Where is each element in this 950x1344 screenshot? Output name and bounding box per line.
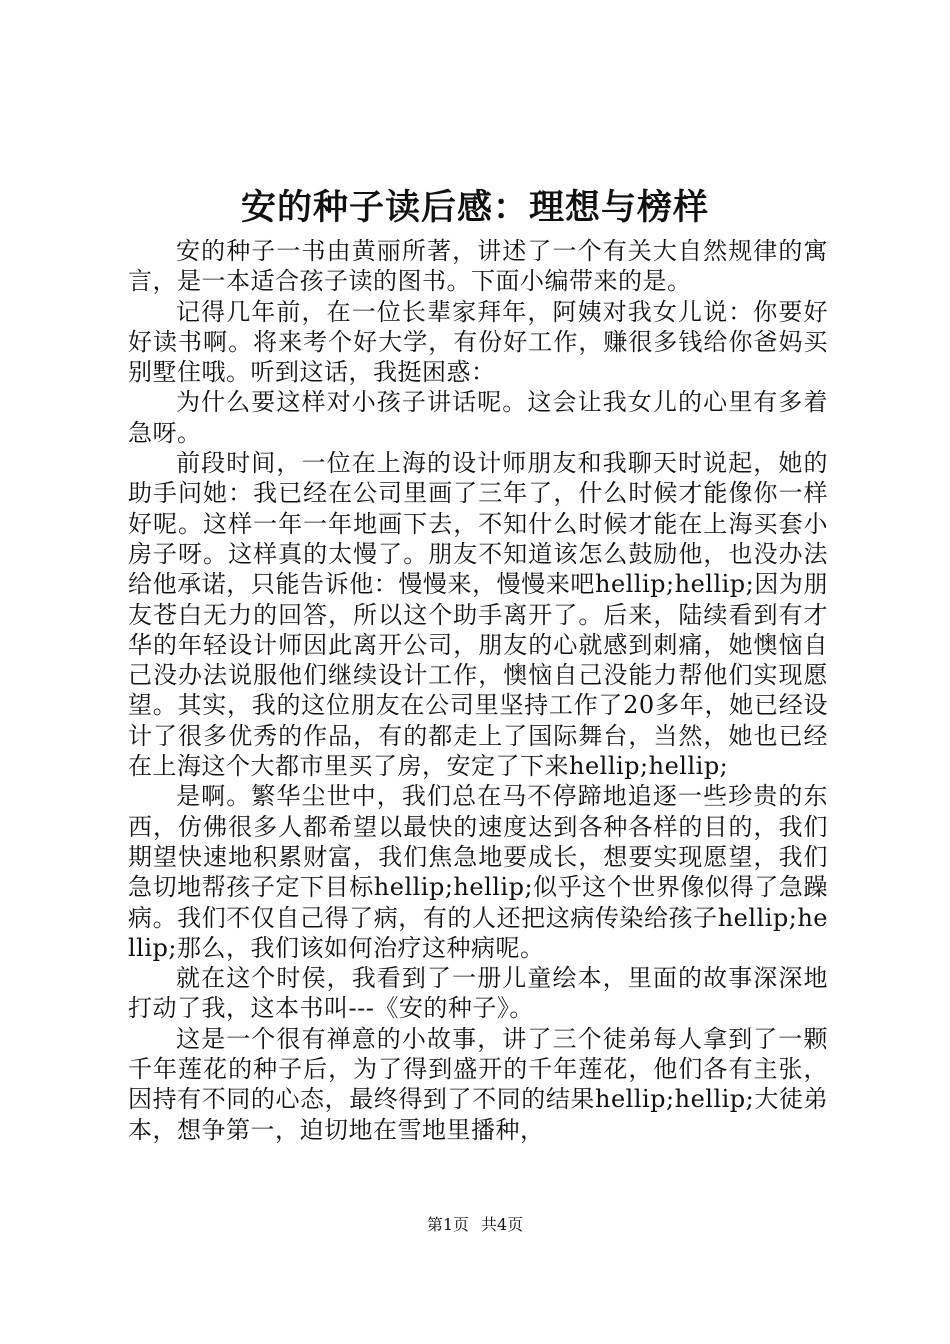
page-number: 第1页 [426, 1215, 469, 1234]
paragraph: 是啊。繁华尘世中，我们总在马不停蹄地追逐一些珍贵的东西，仿佛很多人都希望以最快的速度达到各种各样的目的，我们期望快速地积累财富，我们焦急地要成长，想要实现愿望，我们急切地帮孩子定下目标hellip;hellip;似乎这个世界像似得了急躁病。我们不仅自己得了病，有的人还把这病传染给孩子hellip;hellip;那么，我们该如何治疗这种病呢。 [128, 782, 828, 962]
paragraph: 前段时间，一位在上海的设计师朋友和我聊天时说起，她的助手问她：我已经在公司里画了三年了，什么时候才能像你一样好呢。这样一年一年地画下去，不知什么时候才能在上海买套小房子呀。这样真的太慢了。朋友不知道该怎么鼓励他，也没办法给他承诺，只能告诉他：慢慢来，慢慢来吧hellip;hellip;因为朋友苍白无力的回答，所以这个助手离开了。后来，陆续看到有才华的年轻设计师因此离开公司，朋友的心就感到刺痛，她懊恼自己没办法说服他们继续设计工作，懊恼自己没能力帮他们实现愿望。其实，我的这位朋友在公司里坚持工作了20多年，她已经设计了很多优秀的作品，有的都走上了国际舞台，当然，她也已经在上海这个大都市里买了房，安定了下来hellip;hellip; [128, 449, 828, 781]
document-body [128, 236, 828, 1145]
paragraph: 记得几年前，在一位长辈家拜年，阿姨对我女儿说：你要好好读书啊。将来考个好大学，有份好工作，赚很多钱给你爸妈买别墅住哦。听到这话，我挺困惑： [128, 297, 828, 387]
paragraph: 这是一个很有禅意的小故事，讲了三个徒弟每人拿到了一颗千年莲花的种子后，为了得到盛开的千年莲花，他们各有主张，因持有不同的心态，最终得到了不同的结果hellip;hellip;大徒弟本，想争第一，迫切地在雪地里播种， [128, 1024, 828, 1144]
page-footer [0, 1215, 950, 1235]
paragraph: 安的种子一书由黄丽所著，讲述了一个有关大自然规律的寓言，是一本适合孩子读的图书。下面小编带来的是。 [128, 237, 828, 296]
document-title: 安的种子读后感：理想与榜样 [240, 187, 709, 228]
paragraph: 就在这个时侯，我看到了一册儿童绘本，里面的故事深深地打动了我，这本书叫---《安的种子》。 [128, 964, 828, 1023]
paragraph: 为什么要这样对小孩子讲话呢。这会让我女儿的心里有多着急呀。 [128, 388, 828, 447]
page-total: 共4页 [481, 1215, 524, 1234]
